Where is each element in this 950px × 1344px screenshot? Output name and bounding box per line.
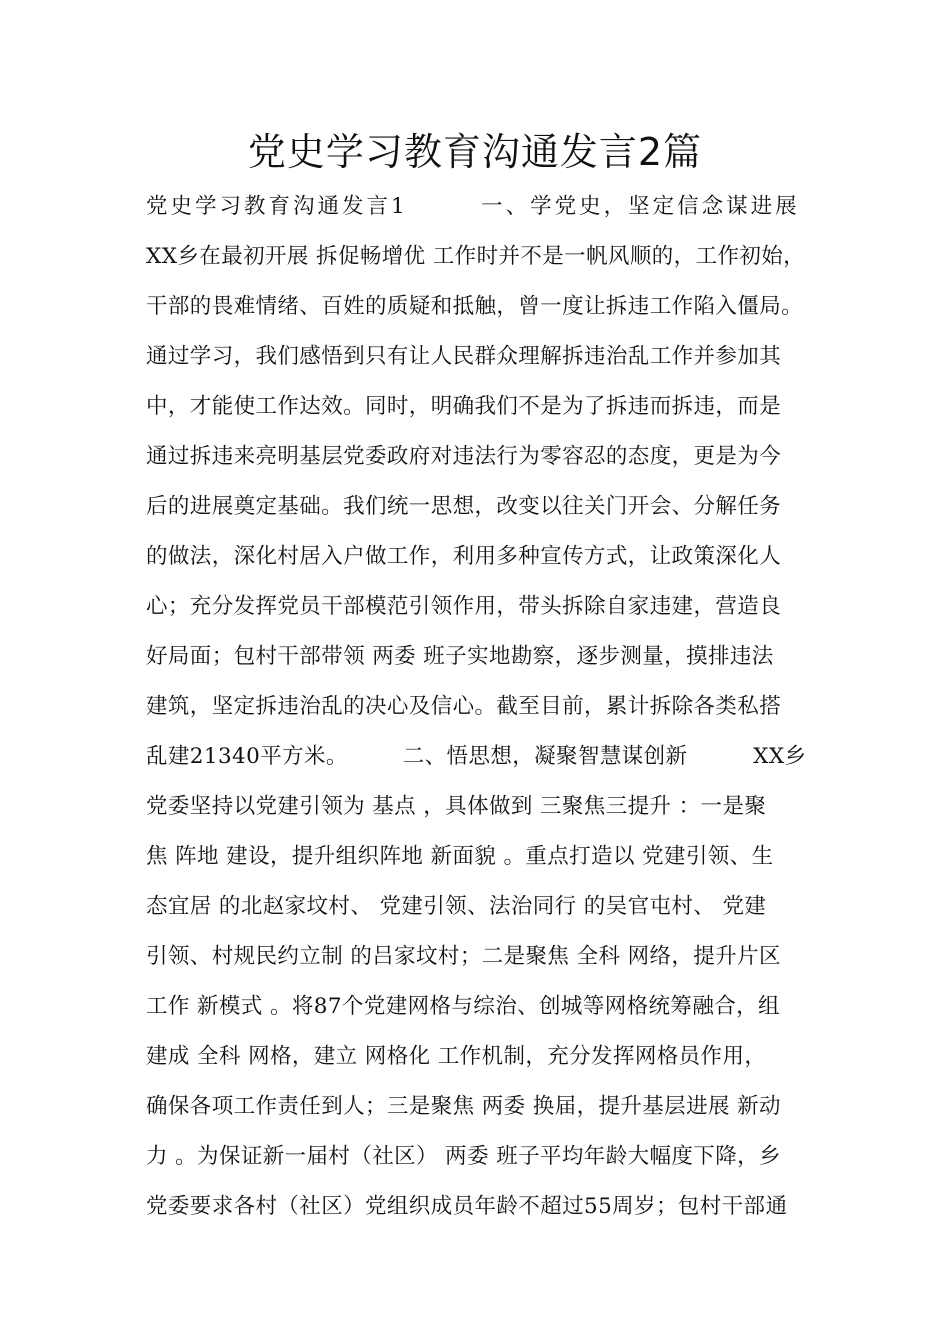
- body-line: 态宜居 的北赵家坟村、 党建引领、法治同行 的吴官屯村、 党建: [146, 894, 767, 919]
- body-line: 中，才能使工作达效。同时，明确我们不是为了拆违而拆违，而是: [146, 394, 782, 419]
- body-line: 党委坚持以党建引领为 基点 ，具体做到 三聚焦三提升 ：一是聚: [146, 794, 767, 819]
- document-title: 党史学习教育沟通发言2篇: [247, 130, 703, 174]
- body-line: 确保各项工作责任到人；三是聚焦 两委 换届，提升基层进展 新动: [146, 1094, 781, 1119]
- body-line: 党委要求各村（社区）党组织成员年龄不超过55周岁；包村干部通: [146, 1194, 788, 1219]
- body-line: 工作 新模式 。将87个党建网格与综治、创城等网格统筹融合，组: [146, 994, 780, 1019]
- body-line: XX乡在最初开展 拆促畅增优 工作时并不是一帆风顺的，工作初始，: [146, 244, 806, 269]
- body-line: 通过学习，我们感悟到只有让人民群众理解拆违治乱工作并参加其: [146, 344, 782, 369]
- body-line: 建成 全科 网格，建立 网格化 工作机制，充分发挥网格员作用，: [146, 1044, 767, 1069]
- body-line: 好局面；包村干部带领 两委 班子实地勘察，逐步测量，摸排违法: [146, 644, 774, 669]
- body-line: 党史学习教育沟通发言1 一、学党史，坚定信念谋进展: [146, 194, 800, 219]
- body-line: 通过拆违来亮明基层党委政府对违法行为零容忍的态度，更是为今: [146, 444, 782, 469]
- body-line: 建筑，坚定拆违治乱的决心及信心。截至目前，累计拆除各类私搭: [146, 694, 782, 719]
- body-line: 力 。为保证新一届村（社区） 两委 班子平均年龄大幅度下降，乡: [146, 1144, 781, 1169]
- body-line: 干部的畏难情绪、百姓的质疑和抵触，曾一度让拆违工作陷入僵局。: [146, 294, 804, 319]
- body-line: 心；充分发挥党员干部模范引领作用，带头拆除自家违建，营造良: [146, 594, 782, 619]
- body-line: 引领、村规民约立制 的吕家坟村；二是聚焦 全科 网络，提升片区: [146, 944, 781, 969]
- document-body: [146, 182, 826, 1232]
- body-line: 乱建21340平方米。 二、悟思想，凝聚智慧谋创新 XX乡: [146, 744, 807, 769]
- body-line: 焦 阵地 建设，提升组织阵地 新面貌 。重点打造以 党建引领、生: [146, 844, 774, 869]
- body-line: 的做法，深化村居入户做工作，利用多种宣传方式，让政策深化人: [146, 544, 782, 569]
- body-line: 后的进展奠定基础。我们统一思想，改变以往关门开会、分解任务: [146, 494, 782, 519]
